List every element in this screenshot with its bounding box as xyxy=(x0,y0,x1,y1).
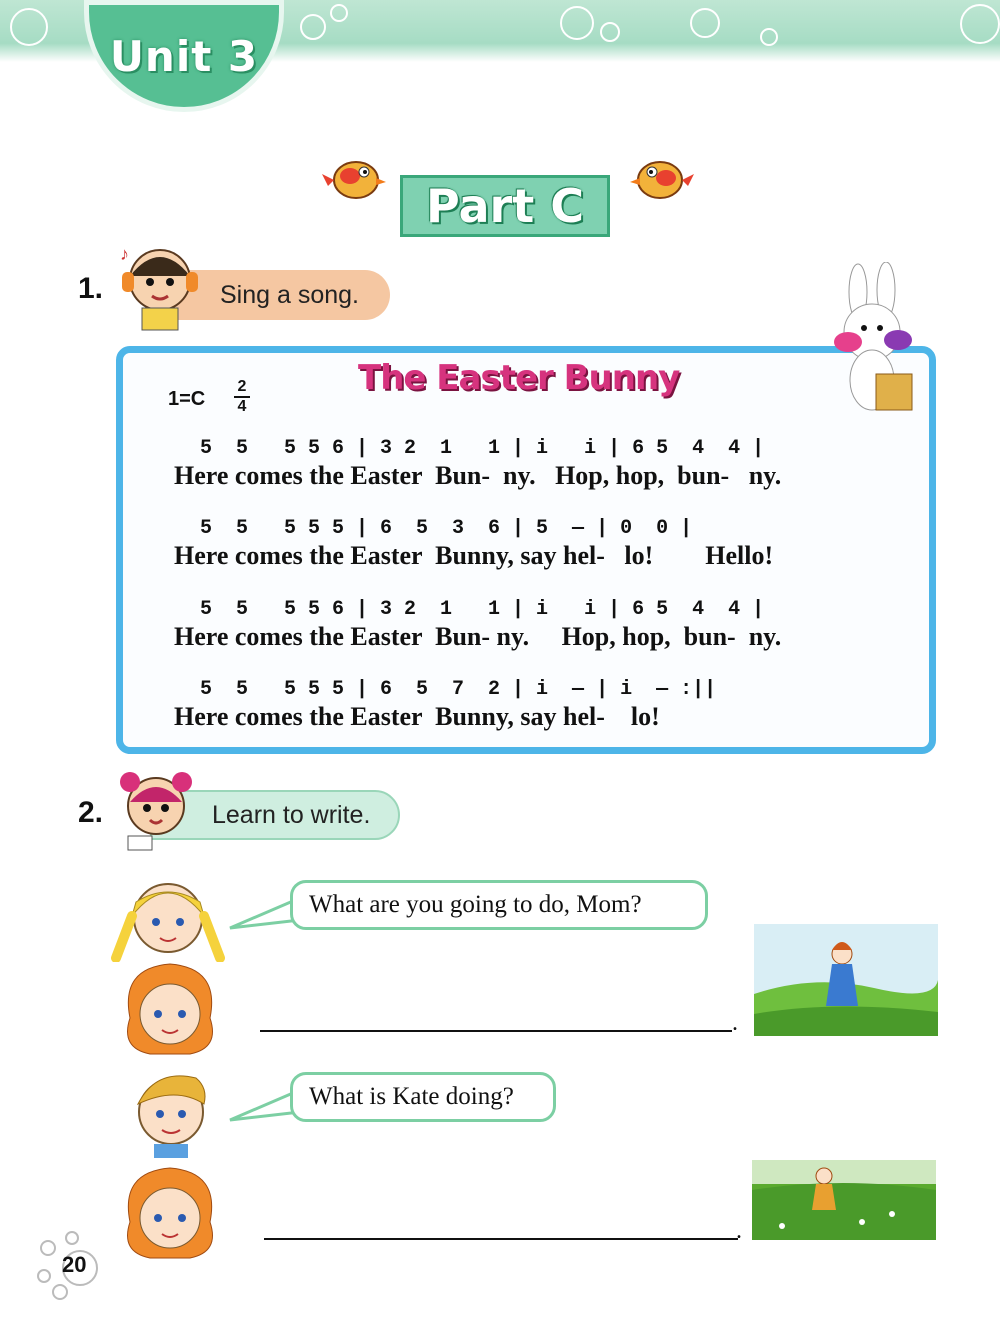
answer-line[interactable] xyxy=(264,1238,738,1240)
meadow-scene-image xyxy=(752,1160,936,1240)
notation-row: 5 5 5 5 5 | 6 5 7 2 | i — | i — :|| xyxy=(200,678,717,701)
answer-period: . xyxy=(736,1218,742,1244)
question-text: What are you going to do, Mom? xyxy=(309,891,642,918)
unit-title: Unit 3 xyxy=(109,31,259,81)
lyric-row: Here comes the Easter Bunny, say hel- lo! Hello! xyxy=(174,541,774,570)
section-number: 2. xyxy=(78,796,104,829)
lyric-row: Here comes the Easter Bunny, say hel- lo! xyxy=(174,702,660,731)
bird-icon xyxy=(628,150,696,205)
notation-row: 5 5 5 5 6 | 3 2 1 1 | i i | 6 5 4 4 | xyxy=(200,598,765,621)
notation-row: 5 5 5 5 5 | 6 5 3 6 | 5 — | 0 0 | xyxy=(200,517,693,540)
page-number: 20 xyxy=(62,1252,87,1277)
bird-icon xyxy=(320,148,388,203)
question-text: What is Kate doing? xyxy=(309,1083,514,1110)
boy-face-icon xyxy=(116,1064,226,1160)
garden-scene-image xyxy=(754,924,938,1036)
time-signature-top: 2 xyxy=(237,378,247,395)
mom-face-icon xyxy=(110,1162,230,1262)
song-title: The Easter Bunny xyxy=(358,358,680,398)
section-number: 1. xyxy=(78,272,104,305)
instruction-text: Learn to write. xyxy=(212,800,371,829)
answer-period: . xyxy=(732,1010,738,1036)
part-banner xyxy=(400,175,610,237)
girl-face-icon xyxy=(108,872,228,962)
lyric-row: Here comes the Easter Bun- ny. Hop, hop, bun- ny. xyxy=(174,622,782,651)
easter-bunny-icon xyxy=(818,262,928,422)
singing-kid-icon xyxy=(112,242,208,332)
part-title: Part C xyxy=(426,179,584,233)
girl-mascot-icon xyxy=(116,766,196,858)
key-signature: 1=C xyxy=(168,388,206,410)
time-signature xyxy=(234,378,250,416)
svg-text:♪: ♪ xyxy=(120,244,129,264)
time-signature-bottom: 4 xyxy=(237,398,247,415)
answer-line[interactable] xyxy=(260,1030,732,1032)
lyric-row: Here comes the Easter Bun- ny. Hop, hop, bun- ny. xyxy=(174,461,782,490)
mom-face-icon xyxy=(110,958,230,1058)
unit-badge xyxy=(84,0,284,112)
instruction-text: Sing a song. xyxy=(220,280,359,309)
speech-bubble xyxy=(290,880,708,930)
speech-bubble xyxy=(290,1072,556,1122)
notation-row: 5 5 5 5 6 | 3 2 1 1 | i i | 6 5 4 4 | xyxy=(200,437,765,460)
